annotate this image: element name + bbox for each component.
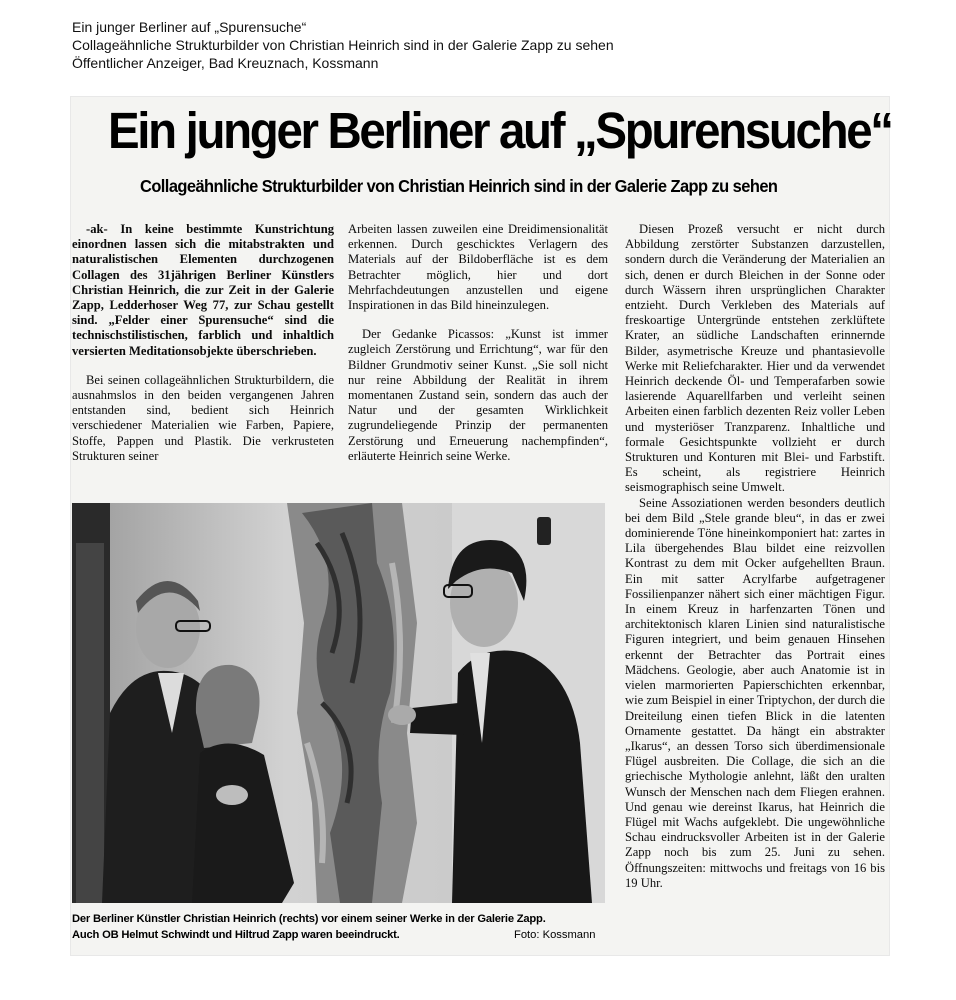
article-column-3	[625, 222, 885, 891]
caption-line-2: Auch OB Helmut Schwindt und Hiltrud Zapp waren beeindruckt.	[72, 929, 400, 941]
source-publication: Öffentlicher Anzeiger, Bad Kreuznach, Kossmann	[72, 55, 379, 71]
article-subheadline: Collageähnliche Strukturbilder von Christian Heinrich sind in der Galerie Zapp zu sehen	[140, 176, 778, 196]
photo-credit: Foto: Kossmann	[514, 929, 596, 941]
article-lead-paragraph: -ak- In keine bestimmte Kunstrichtung einordnen lassen sich die mitabstrakten und naturalistischen Elementen durchzogenen Collagen des 31jährigen Berliner Künstlers Christian Heinrich, die zur Zeit in der Galerie Zapp, Ledderhoser Weg 77, zur Schau gestellt sind. „Felder einer Spurensuche“ sind die technischstilistischen, farblich und inhaltlich versierten Meditationsobjekte überschrieben.	[72, 222, 334, 358]
source-info	[72, 18, 614, 72]
article-photo	[72, 503, 605, 903]
gallery-photo-illustration	[72, 503, 605, 903]
article-column-1	[72, 222, 334, 478]
article-paragraph: Der Gedanke Picassos: „Kunst ist immer zugleich Zerstörung und Errichtung“, war für den Bildner Grundmotiv seiner Kunst. „Sie soll nicht nur reine Abbildung der Realität in ihrem momentanen Zustand sein, sondern das auch der Natur und der gesamten Wirklichkeit zugrundeliegende Prinzip der permanenten Zerstörung und Erneuerung nachempfinden“, erläuterte Heinrich seine Werke.	[348, 327, 608, 463]
article-paragraph: Diesen Prozeß versucht er nicht durch Abbildung zerstörter Substanzen darzustellen, sondern durch die Veränderung der Materialien an sich, denen er durch Bleichen in der Sonne oder durch Wässern ihren ursprünglichen Charakter entzieht. Durch Verkleben des Materials auf freskoartige Untergründe entstehen zerklüftete Krater, an südliche Landschaften erinnernde Bilder, asymetrische Kreuze und phantasievolle Werke mit Reliefcharakter. Hier und da verwendet Heinrich deckende Öl- und Temperafarben sowie lasierende Aquarellfarben und verleiht seinen Arbeiten einen farblich dezenten Reiz voller Leben und mysteriöser Tranzparenz. Inhaltliche und formale Gesichtspunkte vollzieht er durch Strukturen und Konturen mit Blei- und Farbstift. Es scheint, als registriere Heinrich seismographisch seine Umwelt.	[625, 222, 885, 495]
source-subtitle: Collageähnliche Strukturbilder von Christian Heinrich sind in der Galerie Zapp zu sehen	[72, 37, 614, 53]
article-column-2	[348, 222, 608, 478]
article-paragraph: Seine Assoziationen werden besonders deutlich bei dem Bild „Stele grande bleu“, in das er zwei dominierende Töne hineinkomponiert hat: zartes in Lila übergehendes Blau bildet eine reizvollen Kontrast zu dem mit Ocker aufgehellten Braun. Ein mit satter Acrylfarbe aufgetragener Fossilienpanzer nähert sich einer mächtigen Figur. In einem Kreuz in harfenzarten Tönen und architektonisch klaren Linien sind naturalistische Figuren integriert, und beim genauen Hinsehen erkennt der Betrachter das Portrait eines Mädchens. Geologie, aber auch Anatomie ist in vielen marmorierten Papierschichten erkennbar, wie zum Beispiel in einer Triptychon, der durch die Dreiteilung einen tiefen Blick in die latenten Ornamente gestattet. Da hängt ein abstrakter „Ikarus“, an dessen Torso sich überdimensionale Flügel ausbreiten. Die Collage, die sich an die griechische Mythologie anlehnt, läßt den uralten Wunsch der Menschen nach dem Fliegen erahnen. Und genau wie dereinst Ikarus, hat Heinrich die Flügel mit Wachs aufgeklebt. Die ungewöhnliche Schau eindrucksvoller Arbeiten ist in der Galerie Zapp noch bis zum 25. Juni zu sehen. Öffnungszeiten: mittwochs und freitags von 16 bis 19 Uhr.	[625, 495, 885, 890]
wall-lamp	[537, 517, 551, 545]
article-paragraph: Arbeiten lassen zuweilen eine Dreidimensionalität erkennen. Durch geschicktes Verlagern des Materials auf der Bildoberfläche ist es dem Betrachter möglich, hier und dort Mehrfachdeutungen anzustellen und eigene Inspirationen in das Bild hineinzulegen.	[348, 222, 608, 313]
article-headline: Ein junger Berliner auf „Spurensuche“	[108, 102, 892, 159]
source-title: Ein junger Berliner auf „Spurensuche“	[72, 19, 307, 35]
caption-line-1: Der Berliner Künstler Christian Heinrich (rechts) vor einem seiner Werke in der Galerie Zapp.	[72, 913, 546, 925]
article-paragraph: Bei seinen collageähnlichen Strukturbildern, die ausnahmslos in den beiden vergangenen Jahren entstanden sind, bedient sich Heinrich verschiedener Materialien wie Farben, Papiere, Stoffe, Pappen und Plastik. Die verkrusteten Strukturen seiner	[72, 372, 334, 463]
